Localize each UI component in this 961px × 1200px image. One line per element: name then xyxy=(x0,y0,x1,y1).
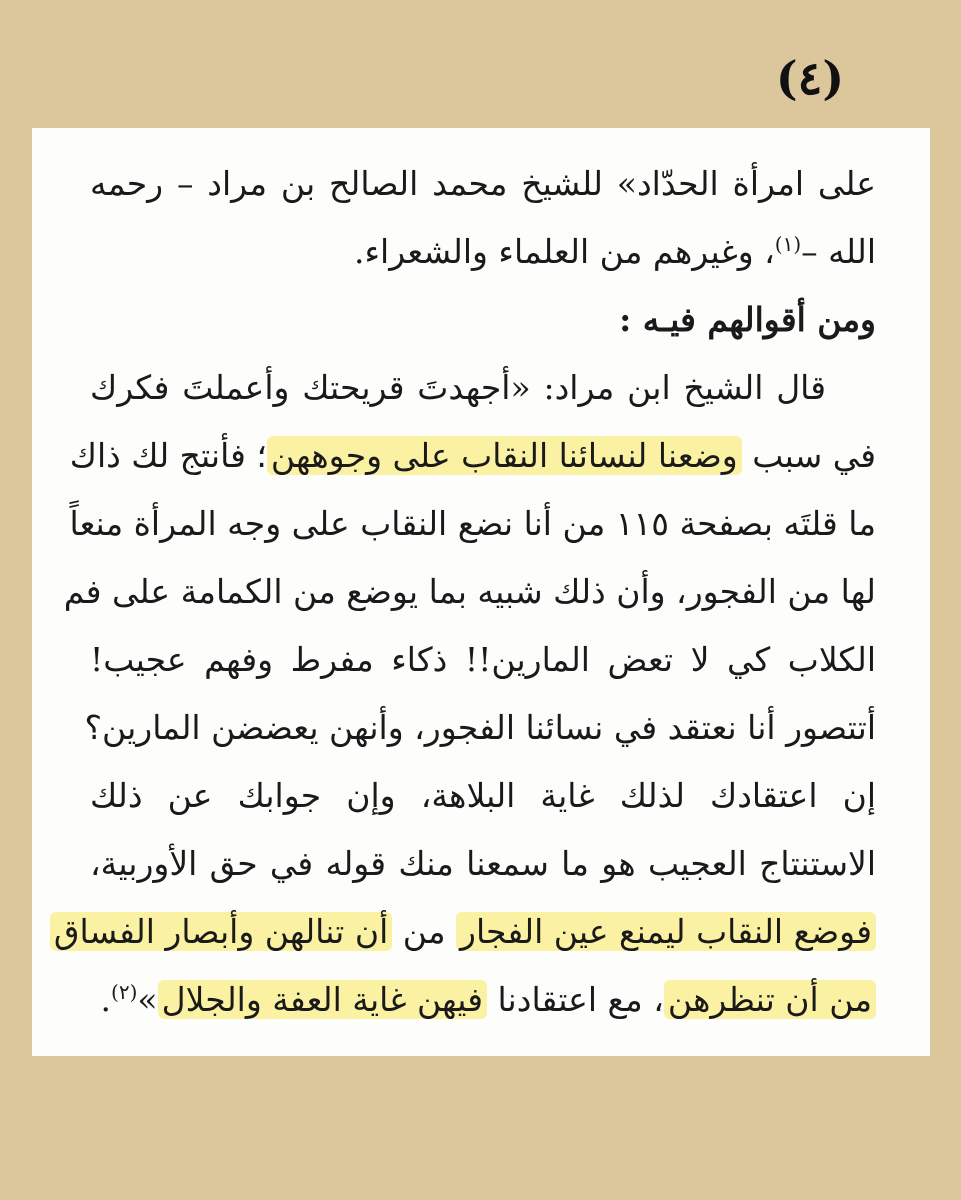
line-text: في سبب xyxy=(741,436,876,475)
line-text: من xyxy=(392,912,457,951)
text-line-2 xyxy=(90,218,876,286)
highlighted-text: من أن تنظرهن xyxy=(664,980,876,1019)
line-text: ، وغيرهم من العلماء والشعراء. xyxy=(354,232,775,271)
highlighted-text: أن تنالهن وأبصار الفساق xyxy=(50,912,392,951)
text-line-13 xyxy=(90,966,876,1034)
line-text: . xyxy=(100,980,112,1019)
highlighted-text: فيهن غاية العفة والجلال xyxy=(158,980,487,1019)
footnote-marker: (٢) xyxy=(111,980,138,1004)
text-line-11 xyxy=(90,830,876,898)
line-text: ؛ فأنتج لك ذاك xyxy=(69,436,267,475)
line-text: الكلاب كي لا تعض المارين!! ذكاء مفرط وفهم عجيب! xyxy=(90,640,876,679)
page-number: (٤) xyxy=(775,51,845,105)
text-line-8 xyxy=(90,626,876,694)
line-text: لها من الفجور، وأن ذلك شبيه بما يوضع من الكمامة على فم xyxy=(63,572,876,611)
highlighted-text: فوضع النقاب ليمنع عين الفجار xyxy=(456,912,876,951)
line-text: قال الشيخ ابن مراد: «أجهدتَ قريحتك وأعملتَ فكرك xyxy=(90,368,826,407)
text-line-5 xyxy=(69,422,876,490)
line-text: ، مع اعتقادنا xyxy=(487,980,664,1019)
text-line-6 xyxy=(69,490,876,558)
footnote-marker: (١) xyxy=(774,232,802,256)
text-line-3-heading xyxy=(90,286,876,354)
text-line-7 xyxy=(63,558,876,626)
highlighted-text: وضعنا لنسائنا النقاب على وجوههن xyxy=(267,436,742,475)
arabic-text-block xyxy=(53,150,876,1034)
book-page-scan xyxy=(32,128,930,1056)
line-text: على امرأة الحدّاد» للشيخ محمد الصالح بن مراد – رحمه xyxy=(90,164,876,203)
line-text: ما قلتَه بصفحة ١١٥ من أنا نضع النقاب على وجه المرأة منعاً xyxy=(69,504,876,543)
line-text: ومن أقوالهم فيـه : xyxy=(619,300,876,339)
text-line-9 xyxy=(84,694,876,762)
line-text: » xyxy=(137,980,158,1019)
line-text: الاستنتاج العجيب هو ما سمعنا منك قوله في حق الأوربية، xyxy=(90,844,876,883)
text-line-1 xyxy=(90,150,876,218)
text-line-12 xyxy=(53,898,876,966)
line-text: إن اعتقادك لذلك غاية البلاهة، وإن جوابك عن ذلك xyxy=(90,776,876,815)
line-text: الله – xyxy=(801,232,876,271)
text-line-10 xyxy=(90,762,876,830)
line-text: أتتصور أنا نعتقد في نسائنا الفجور، وأنهن يعضضن المارين؟ xyxy=(84,708,876,747)
text-line-4 xyxy=(90,354,876,422)
